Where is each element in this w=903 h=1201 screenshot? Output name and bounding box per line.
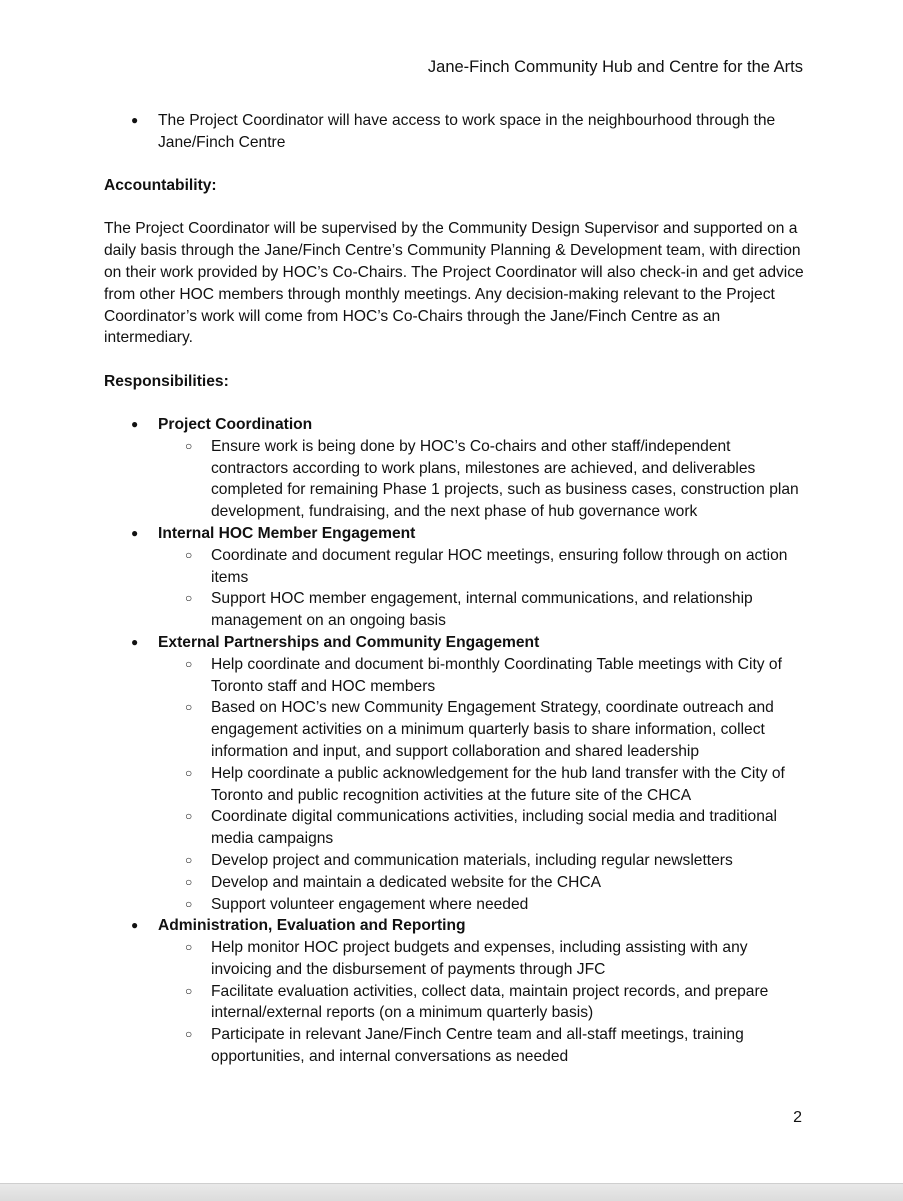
sub-list [158,545,804,632]
list-item: ○ Coordinate digital communications activities, including social media and traditional media campaigns [158,806,804,850]
intro-list [104,110,804,154]
accountability-heading: Accountability: [104,177,217,195]
page-content [104,110,804,1068]
section-title: Project Coordination [158,415,313,433]
list-item: ○ Help monitor HOC project budgets and expenses, including assisting with any invoicing and the disbursement of payments through JFC [158,937,804,981]
section-internal-hoc-member-engagement [104,523,804,632]
accountability-body: The Project Coordinator will be supervised by the Community Design Supervisor and supported on a daily basis through the Jane/Finch Centre’s Community Planning & Development team, with direction on their work provided by HOC’s Co-Chairs. The Project Coordinator will also check-in and get advice from other HOC members through monthly meetings. Any decision-making relevant to the Project Coordinator’s work will come from HOC’s Co-Chairs through the Jane/Finch Centre as an intermediary. [104,220,804,347]
intro-bullet: ● The Project Coordinator will have access to work space in the neighbourhood through the Jane/Finch Centre [104,110,804,154]
list-item: ○ Facilitate evaluation activities, collect data, maintain project records, and prepare internal/external reports (on a minimum quarterly basis) [158,981,804,1025]
list-item: ○ Based on HOC’s new Community Engagement Strategy, coordinate outreach and engagement activities on a minimum quarterly basis to share information, collect information and input, and support collaboration and shared leadership [158,697,804,762]
list-item: ○ Ensure work is being done by HOC’s Co-chairs and other staff/independent contractors according to work plans, milestones are achieved, and deliverables completed for remaining Phase 1 projects, such as business cases, construction plan development, fundraising, and the next phase of hub governance work [158,436,804,523]
section-administration-evaluation-reporting [104,915,804,1068]
page-header: Jane-Finch Community Hub and Centre for the Arts [427,58,803,76]
sub-list [158,436,804,523]
section-title: Administration, Evaluation and Reporting [158,917,466,935]
list-item: ○ Support volunteer engagement where needed [158,894,804,916]
section-title: Internal HOC Member Engagement [158,524,416,542]
responsibilities-heading: Responsibilities: [104,372,229,390]
list-item: ○ Develop and maintain a dedicated website for the CHCA [158,872,804,894]
section-title: External Partnerships and Community Engagement [158,633,540,651]
sub-list [158,937,804,1068]
responsibilities-list [104,414,804,1068]
section-external-partnerships [104,632,804,915]
section-project-coordination [104,414,804,523]
list-item: ○ Coordinate and document regular HOC meetings, ensuring follow through on action items [158,545,804,589]
list-item: ○ Develop project and communication materials, including regular newsletters [158,850,804,872]
list-item: ○ Help coordinate a public acknowledgement for the hub land transfer with the City of Toronto and public recognition activities at the future site of the CHCA [158,763,804,807]
page-bottom-edge [0,1183,903,1201]
list-item: ○ Participate in relevant Jane/Finch Centre team and all-staff meetings, training opportunities, and internal conversations as needed [158,1024,804,1068]
sub-list [158,654,804,916]
list-item: ○ Help coordinate and document bi-monthly Coordinating Table meetings with City of Toronto staff and HOC members [158,654,804,698]
page-number: 2 [793,1109,802,1126]
list-item: ○ Support HOC member engagement, internal communications, and relationship management on an ongoing basis [158,588,804,632]
